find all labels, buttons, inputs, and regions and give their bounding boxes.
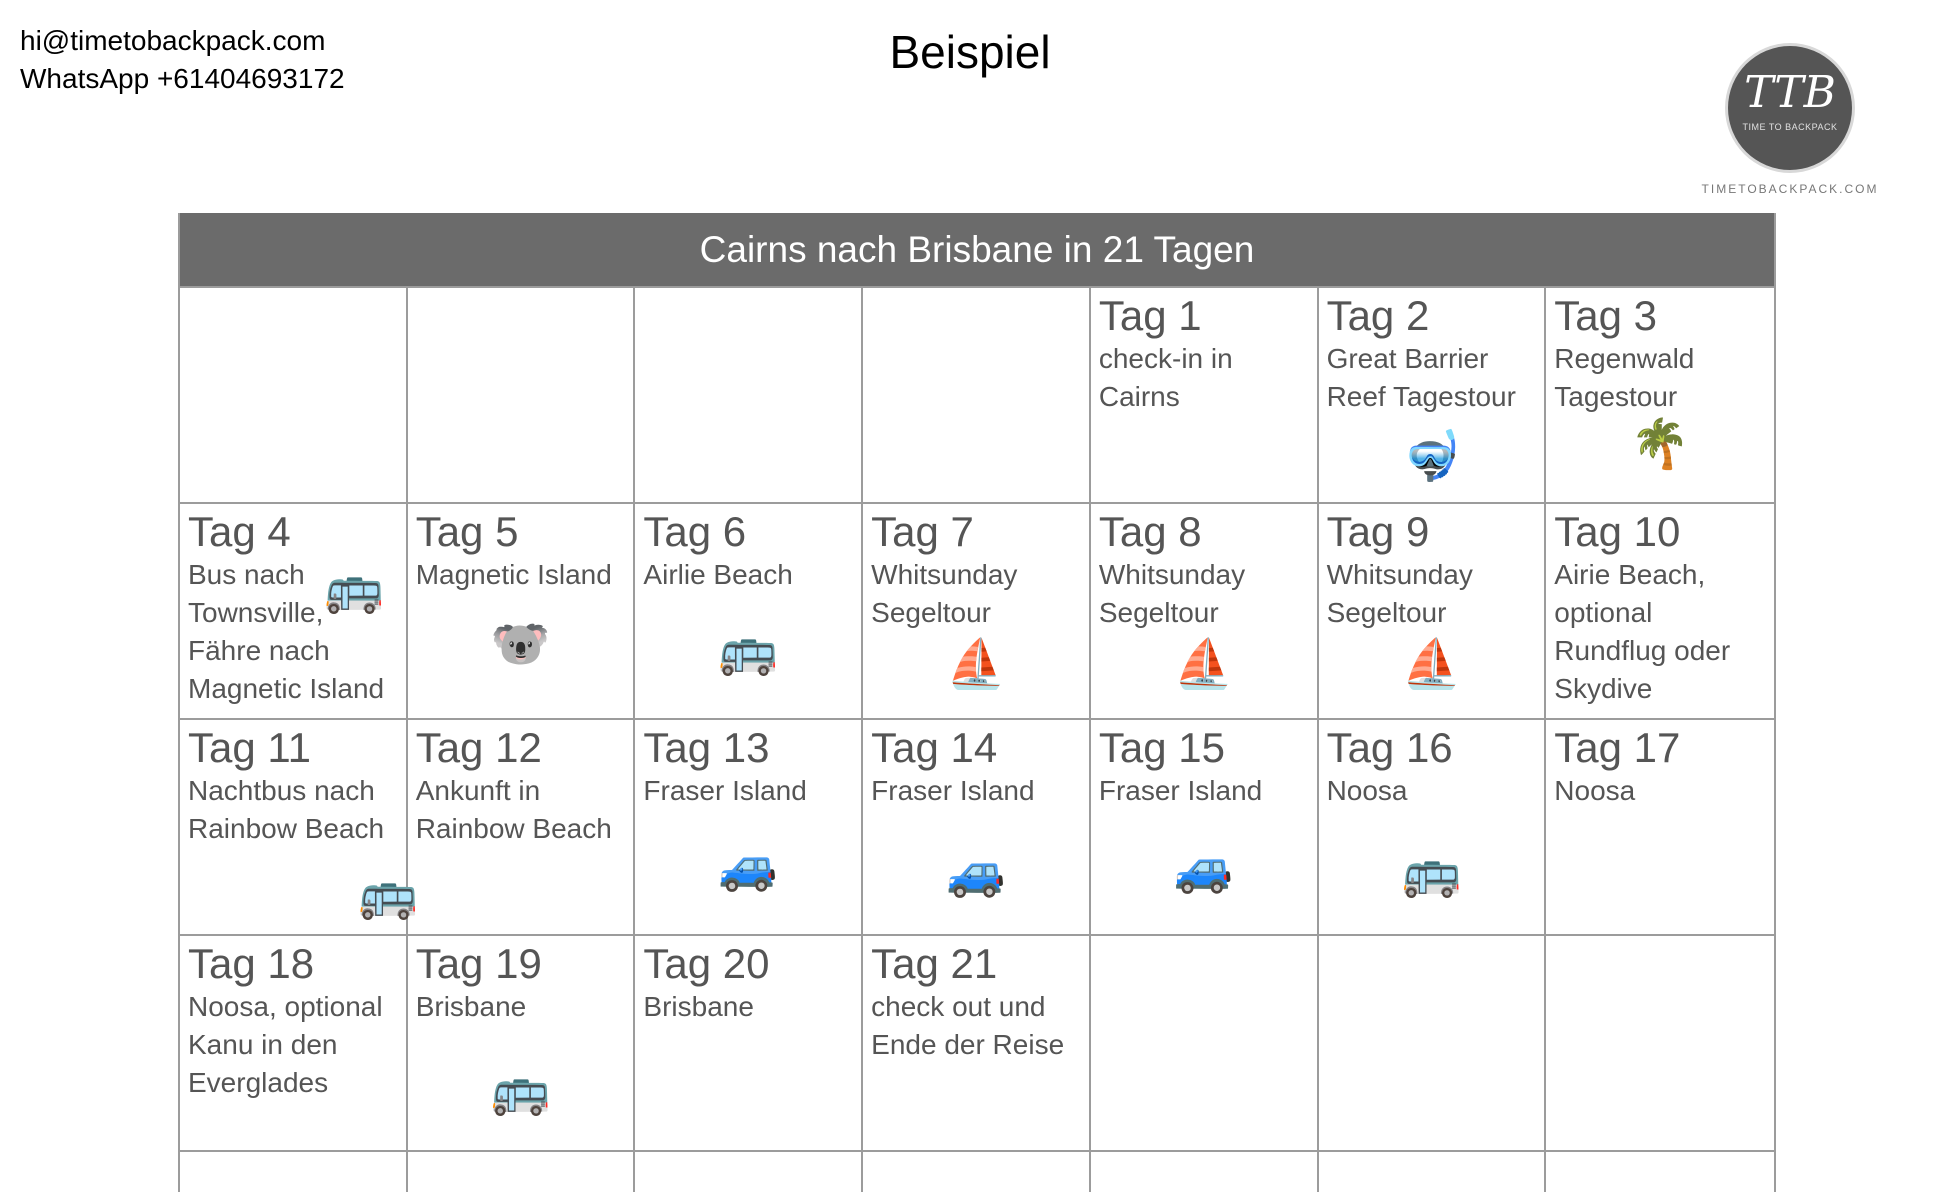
jeep-icon: 🚙 (718, 838, 779, 894)
day-label: Tag 1 (1098, 292, 1202, 339)
day-description (871, 988, 1081, 1064)
itinerary-calendar (178, 213, 1776, 1192)
page-title: Beispiel (889, 26, 1051, 78)
description-line: Airlie Beach (643, 559, 793, 590)
sailboat-icon: ⛵ (1173, 636, 1234, 692)
day-label: Tag 10 (1554, 508, 1681, 555)
day-cell (1546, 504, 1774, 720)
day-cell (635, 936, 863, 1152)
day-description (643, 772, 853, 810)
day-label: Tag 7 (871, 508, 974, 555)
description-line: Fraser Island (1098, 775, 1263, 806)
empty-cell (863, 288, 1091, 504)
day-label: Tag 21 (871, 940, 998, 987)
bus-icon: 🚌 (1401, 844, 1462, 900)
jeep-icon: 🚙 (1173, 840, 1234, 896)
description-line: Fähre nach (188, 635, 330, 666)
day-label: Tag 18 (188, 940, 315, 987)
snorkel-mask-icon: 🤿 (1401, 428, 1462, 484)
day-description (416, 988, 626, 1026)
description-line: Noosa (1554, 775, 1636, 806)
description-line: Skydive (1554, 673, 1653, 704)
empty-cell (1319, 1152, 1547, 1192)
day-cell (1546, 288, 1774, 504)
logo-mark: TTB (1744, 67, 1836, 118)
description-line: Brisbane (643, 991, 754, 1022)
day-description (1099, 556, 1309, 632)
day-description (1554, 556, 1766, 708)
day-label: Tag 9 (1326, 508, 1430, 555)
empty-cell (180, 1152, 408, 1192)
day-cell (863, 504, 1091, 720)
day-description (1327, 772, 1537, 810)
empty-cell (1546, 936, 1774, 1152)
day-cell (1319, 504, 1547, 720)
description-line: Tagestour (1554, 381, 1678, 412)
description-line: Ende der Reise (871, 1029, 1065, 1060)
day-cell (1319, 720, 1547, 936)
description-line: check-in in (1098, 343, 1233, 374)
empty-cell (1091, 1152, 1319, 1192)
day-cell (1546, 720, 1774, 936)
day-cell (180, 504, 408, 720)
day-cell (863, 936, 1091, 1152)
day-description (643, 988, 853, 1026)
day-description (643, 556, 853, 594)
description-line: Rainbow Beach (415, 813, 612, 844)
day-description (1554, 772, 1766, 810)
day-label: Tag 14 (871, 724, 998, 771)
description-line: Brisbane (415, 991, 527, 1022)
day-cell (408, 504, 636, 720)
description-line: Fraser Island (643, 775, 807, 806)
description-line: Noosa, optional (188, 991, 383, 1022)
description-line: Whitsunday (871, 559, 1018, 590)
sailboat-icon: ⛵ (946, 636, 1006, 692)
koala-icon: 🐨 (490, 616, 551, 672)
day-description (1327, 556, 1537, 632)
day-description (871, 556, 1081, 632)
day-description (1099, 772, 1309, 810)
jeep-icon: 🚙 (946, 844, 1006, 900)
logo-tagline: TIME TO BACKPACK (1742, 122, 1838, 132)
day-cell (180, 936, 408, 1152)
day-label: Tag 2 (1326, 292, 1430, 339)
day-cell (408, 936, 636, 1152)
day-description (1554, 340, 1766, 416)
description-line: Rainbow Beach (188, 813, 385, 844)
description-line: Fraser Island (871, 775, 1035, 806)
description-line: Great Barrier (1326, 343, 1489, 374)
day-label: Tag 5 (415, 508, 519, 555)
day-label: Tag 11 (188, 724, 311, 771)
contact-whatsapp: WhatsApp +61404693172 (20, 63, 345, 94)
description-line: Ankunft in (415, 775, 541, 806)
day-cell (1091, 288, 1319, 504)
description-line: Segeltour (1098, 597, 1219, 628)
day-label: Tag 20 (643, 940, 770, 987)
empty-cell (408, 288, 636, 504)
calendar-next-row (180, 1152, 1774, 1192)
day-description (871, 772, 1081, 810)
day-label: Tag 4 (188, 508, 291, 555)
description-line: Nachtbus nach (188, 775, 375, 806)
description-line: Airie Beach, (1554, 559, 1706, 590)
day-label: Tag 3 (1554, 292, 1658, 339)
description-line: Magnetic Island (415, 559, 612, 590)
day-description (1327, 340, 1537, 416)
day-label: Tag 19 (415, 940, 542, 987)
day-cell (1091, 720, 1319, 936)
logo (1690, 46, 1890, 206)
day-label: Tag 8 (1098, 508, 1202, 555)
description-line: optional (1554, 597, 1653, 628)
day-description (188, 988, 398, 1102)
description-line: Bus nach (188, 559, 305, 590)
palm-tree-icon: 🌴 (1630, 416, 1691, 472)
day-label: Tag 6 (643, 508, 747, 555)
description-line: Reef Tagestour (1326, 381, 1516, 412)
day-label: Tag 17 (1554, 724, 1681, 771)
day-label: Tag 15 (1098, 724, 1225, 771)
empty-cell (180, 288, 408, 504)
description-line: Regenwald (1554, 343, 1695, 374)
description-line: Segeltour (871, 597, 992, 628)
description-line: Kanu in den (188, 1029, 338, 1060)
day-cell (180, 720, 418, 936)
day-cell (1091, 504, 1319, 720)
description-line: Whitsunday (1098, 559, 1246, 590)
sailboat-icon: ⛵ (1401, 636, 1462, 692)
description-line: Segeltour (1326, 597, 1447, 628)
empty-cell (635, 1152, 863, 1192)
bus-icon: 🚌 (358, 866, 418, 922)
description-line: Whitsunday (1326, 559, 1473, 590)
empty-cell (1546, 1152, 1774, 1192)
description-line: Magnetic Island (188, 673, 385, 704)
empty-cell (863, 1152, 1091, 1192)
empty-cell (635, 288, 863, 504)
day-label: Tag 16 (1326, 724, 1453, 771)
bus-icon: 🚌 (490, 1062, 551, 1118)
day-label: Tag 12 (415, 724, 542, 771)
empty-cell (1091, 936, 1319, 1152)
day-description (1099, 340, 1309, 416)
day-description (188, 772, 398, 848)
logo-site: TIMETOBACKPACK.COM (1701, 182, 1879, 196)
logo-badge (1728, 46, 1852, 170)
contact-email[interactable]: hi@timetobackpack.com (20, 25, 326, 56)
day-cell (635, 720, 863, 936)
description-line: Noosa (1326, 775, 1408, 806)
description-line: Rundflug oder (1554, 635, 1731, 666)
empty-cell (1319, 936, 1547, 1152)
day-cell (408, 720, 636, 936)
day-description (416, 556, 626, 594)
day-cell (1319, 288, 1547, 504)
bus-icon: 🚌 (324, 560, 384, 616)
day-cell (635, 504, 863, 720)
day-label: Tag 13 (643, 724, 770, 771)
description-line: Everglades (188, 1067, 329, 1098)
bus-icon: 🚌 (718, 622, 779, 678)
day-cell (863, 720, 1091, 936)
description-line: Townsville, (188, 597, 324, 628)
empty-cell (408, 1152, 636, 1192)
calendar-header: Cairns nach Brisbane in 21 Tagen (180, 213, 1774, 288)
calendar-grid (180, 288, 1774, 1152)
description-line: check out und (871, 991, 1046, 1022)
day-description (416, 772, 626, 848)
description-line: Cairns (1098, 381, 1180, 412)
